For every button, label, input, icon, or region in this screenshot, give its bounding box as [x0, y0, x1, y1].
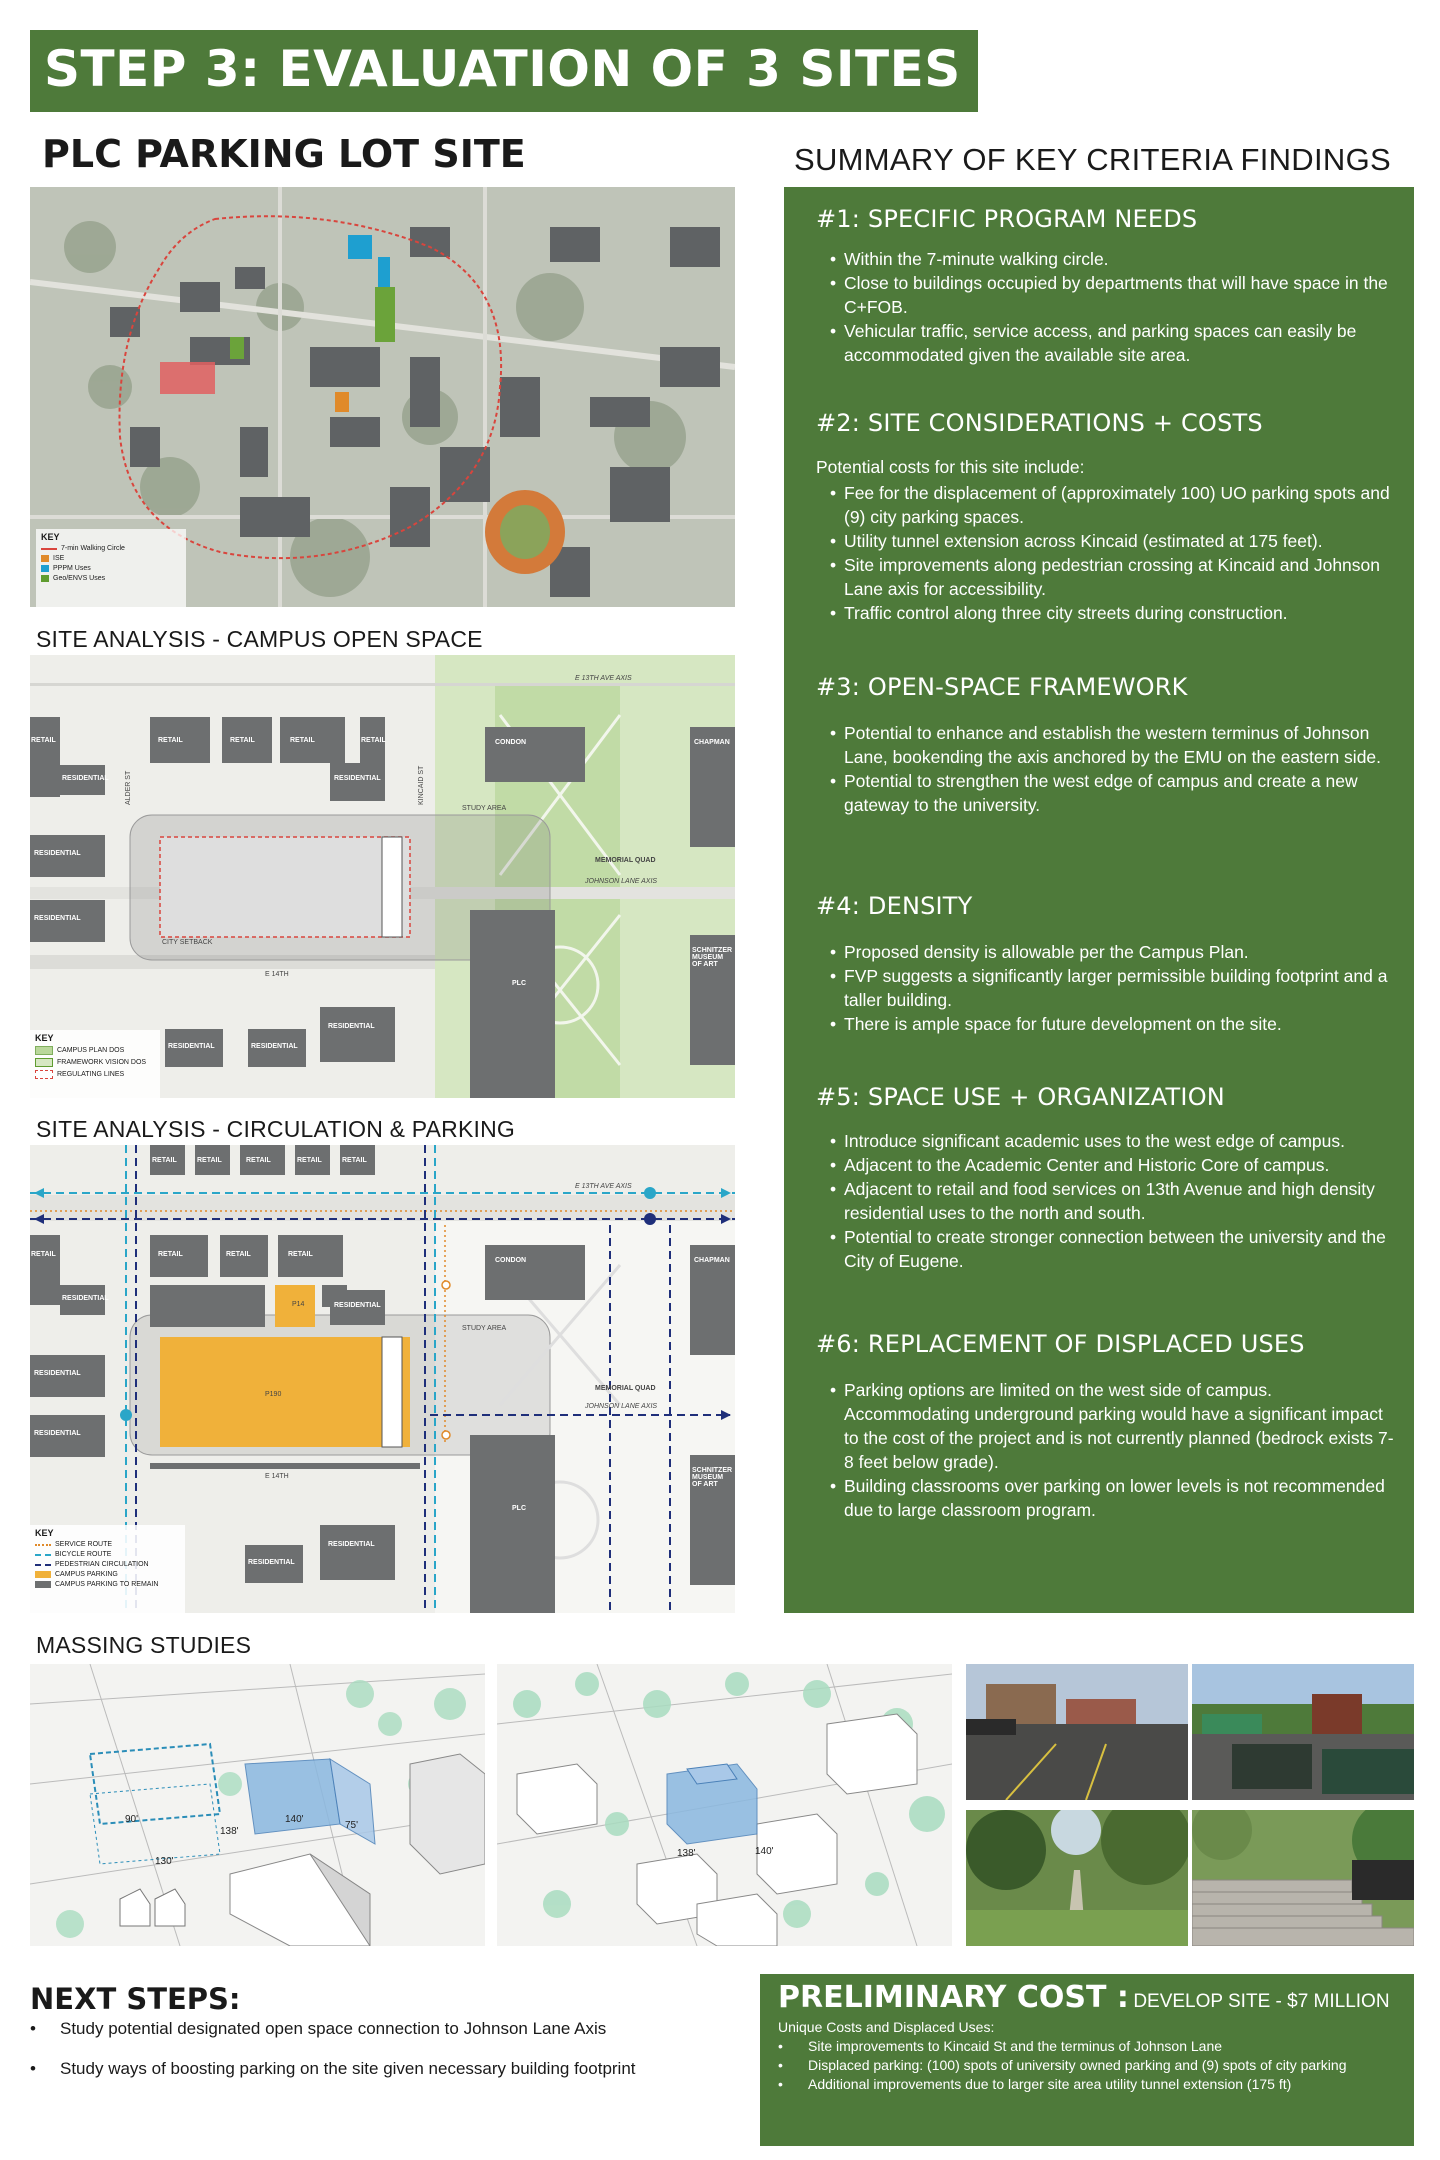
- key-swatch: [41, 555, 49, 562]
- retail-building: RETAIL: [295, 1145, 330, 1175]
- key-label: PEDESTRIAN CIRCULATION: [55, 1561, 149, 1568]
- residential-building: RESIDENTIAL: [30, 1355, 105, 1397]
- residential-building: RESIDENTIAL: [30, 1415, 105, 1457]
- retail-building: RETAIL: [280, 717, 345, 763]
- key-label: CAMPUS PLAN DOS: [57, 1047, 125, 1054]
- key-label: FRAMEWORK VISION DOS: [57, 1059, 147, 1066]
- johnson-lane-label: JOHNSON LANE AXIS: [585, 878, 658, 885]
- finding-heading: #5: SPACE USE + ORGANIZATION: [816, 1083, 1225, 1111]
- key-item: [35, 1541, 180, 1548]
- finding-bullet: • Close to buildings occupied by departments that will have space in the C+FOB.: [830, 271, 1396, 319]
- memorial-quad-label: MEMORIAL QUAD: [595, 1385, 656, 1392]
- finding-bullet: • Adjacent to retail and food services on 13th Avenue and high density residential uses to the north and south.: [830, 1177, 1396, 1225]
- residential-building: RESIDENTIAL: [320, 1525, 395, 1580]
- summary-panel: [784, 187, 1414, 1613]
- residential-building: RESIDENTIAL: [60, 765, 105, 795]
- residential-building: RESIDENTIAL: [30, 835, 105, 877]
- residential-building: RESIDENTIAL: [330, 763, 385, 801]
- key-swatch: [41, 565, 49, 572]
- key-item: [35, 1561, 180, 1568]
- key-swatch: [35, 1581, 51, 1588]
- photo-graphic: [966, 1810, 1188, 1946]
- finding-bullet: • Potential to enhance and establish the western terminus of Johnson Lane, bookending the axis anchored by the EMU on the eastern side.: [830, 721, 1396, 769]
- key-item: [35, 1571, 180, 1578]
- massing-1-graphic: [30, 1664, 485, 1946]
- key-swatch: [41, 548, 57, 550]
- key-label: PPPM Uses: [53, 565, 91, 572]
- plc-building: PLC: [470, 1435, 555, 1613]
- condon-building: CONDON: [485, 727, 585, 782]
- key-swatch: [35, 1544, 51, 1546]
- key-label: Geo/ENVS Uses: [53, 575, 106, 582]
- cost-item: • Displaced parking: (100) spots of university owned parking and (9) spots of city parking: [778, 2056, 1398, 2074]
- finding-bullet: • There is ample space for future development on the site.: [830, 1012, 1396, 1036]
- key-swatch: [35, 1058, 53, 1067]
- retail-building: RETAIL: [340, 1145, 375, 1175]
- residential-building: RESIDENTIAL: [248, 1029, 306, 1067]
- cost-subtitle: DEVELOP SITE - $7 MILLION: [1133, 1991, 1390, 2012]
- cost-item: • Additional improvements due to larger site area utility tunnel extension (175 ft): [778, 2075, 1398, 2093]
- setback-label: CITY SETBACK: [162, 939, 213, 946]
- finding-2: [816, 409, 1396, 625]
- e14-label: E 14TH: [265, 971, 289, 978]
- retail-building: RETAIL: [150, 1145, 185, 1175]
- key-item: [35, 1046, 155, 1055]
- condon-building: CONDON: [485, 1245, 585, 1300]
- kincaid-label: KINCAID ST: [418, 765, 425, 805]
- circulation-key: [30, 1525, 185, 1613]
- site-photo-steps: [1192, 1810, 1414, 1946]
- e13-label: E 13TH AVE AXIS: [575, 1183, 632, 1190]
- key-label: ISE: [53, 555, 65, 562]
- chapman-building: CHAPMAN: [690, 727, 735, 847]
- key-item: [41, 555, 181, 562]
- cost-heading: [778, 1980, 1390, 2015]
- study-area-label: STUDY AREA: [462, 805, 507, 812]
- alder-label: ALDER ST: [125, 770, 132, 805]
- study-area-label: STUDY AREA: [462, 1325, 507, 1332]
- next-step-item: • Study potential designated open space connection to Johnson Lane Axis: [30, 2018, 730, 2040]
- key-item: [35, 1551, 180, 1558]
- key-swatch: [41, 575, 49, 582]
- key-title: KEY: [35, 1033, 54, 1043]
- key-title: KEY: [41, 532, 60, 542]
- plc-building: PLC: [470, 910, 555, 1098]
- cost-intro: Unique Costs and Displaced Uses:: [778, 2019, 995, 2035]
- photo-graphic: [966, 1664, 1188, 1800]
- dimension-label: 130': [155, 1856, 174, 1867]
- retail-building: RETAIL: [278, 1235, 343, 1277]
- retail-building: RETAIL: [30, 717, 60, 797]
- site-title: PLC PARKING LOT SITE: [42, 132, 526, 176]
- aerial-map-key: [36, 529, 186, 607]
- key-item: [41, 575, 181, 582]
- open-space-key: [30, 1030, 160, 1098]
- key-item: [35, 1058, 155, 1067]
- dimension-label: 75': [345, 1820, 359, 1831]
- finding-bullet: • FVP suggests a significantly larger permissible building footprint and a taller building.: [830, 964, 1396, 1012]
- residential-building: RESIDENTIAL: [320, 1007, 395, 1062]
- dimension-label: 138': [677, 1848, 696, 1859]
- finding-bullet: • Fee for the displacement of (approximately 100) UO parking spots and (9) city parking spaces.: [830, 481, 1396, 529]
- johnson-lane-label: JOHNSON LANE AXIS: [585, 1403, 658, 1410]
- retail-building: RETAIL: [240, 1145, 285, 1175]
- key-item: [35, 1581, 180, 1588]
- finding-1: [816, 205, 1396, 367]
- finding-bullet: • Within the 7-minute walking circle.: [830, 247, 1396, 271]
- site-photo-path: [966, 1810, 1188, 1946]
- finding-bullet: • Potential to create stronger connection between the university and the City of Eugene.: [830, 1225, 1396, 1273]
- finding-bullet: • Traffic control along three city streets during construction.: [830, 601, 1396, 625]
- next-step-item: • Study ways of boosting parking on the site given necessary building footprint: [30, 2058, 730, 2080]
- cost-items: [778, 2037, 1398, 2094]
- finding-bullet: • Site improvements along pedestrian crossing at Kincaid and Johnson Lane axis for accessibility.: [830, 553, 1396, 601]
- page-title: STEP 3: EVALUATION OF 3 SITES: [44, 40, 961, 98]
- p14-label: P14: [292, 1301, 305, 1308]
- circulation-plan: [30, 1145, 735, 1613]
- key-label: 7-min Walking Circle: [61, 545, 125, 552]
- finding-bullet: • Introduce significant academic uses to the west edge of campus.: [830, 1129, 1396, 1153]
- key-swatch: [35, 1046, 53, 1055]
- p190-label: P190: [265, 1391, 282, 1398]
- finding-bullet: • Vehicular traffic, service access, and parking spaces can easily be accommodated given the available site area.: [830, 319, 1396, 367]
- next-steps-title: NEXT STEPS:: [30, 1982, 241, 2016]
- retail-building: RETAIL: [360, 717, 385, 763]
- site-photo-street: [1192, 1664, 1414, 1800]
- key-label: CAMPUS PARKING TO REMAIN: [55, 1581, 159, 1588]
- finding-bullets: [816, 940, 1396, 1036]
- open-space-title: SITE ANALYSIS - CAMPUS OPEN SPACE: [36, 626, 483, 652]
- chapman-building: CHAPMAN: [690, 1245, 735, 1355]
- key-label: BICYCLE ROUTE: [55, 1551, 112, 1558]
- finding-bullet: • Parking options are limited on the west side of campus. Accommodating underground parking would have a significant impact to the cost of the project and is not currently planned (bedrock exists 7-8 feet below grade).: [830, 1378, 1396, 1474]
- key-swatch: [35, 1571, 51, 1578]
- dimension-label: 140': [285, 1814, 304, 1825]
- e13-label: E 13TH AVE AXIS: [575, 675, 632, 682]
- massing-2-graphic: [497, 1664, 952, 1946]
- residential-building: RESIDENTIAL: [30, 900, 105, 942]
- retail-building: RETAIL: [30, 1235, 60, 1305]
- key-label: REGULATING LINES: [57, 1071, 125, 1078]
- retail-building: RETAIL: [220, 1235, 268, 1277]
- residential-building: RESIDENTIAL: [60, 1285, 105, 1315]
- finding-heading: #4: DENSITY: [816, 892, 973, 920]
- finding-4: [816, 892, 1396, 1036]
- aerial-site-map: [30, 187, 735, 607]
- finding-bullets: [816, 1129, 1396, 1273]
- massing-study-2: [497, 1664, 952, 1946]
- finding-bullet: • Building classrooms over parking on lower levels is not recommended due to large classroom program.: [830, 1474, 1396, 1522]
- dimension-label: 138': [220, 1826, 239, 1837]
- circulation-title: SITE ANALYSIS - CIRCULATION & PARKING: [36, 1116, 516, 1142]
- finding-bullet: • Utility tunnel extension across Kincaid (estimated at 175 feet).: [830, 529, 1396, 553]
- finding-bullet: • Proposed density is allowable per the Campus Plan.: [830, 940, 1396, 964]
- finding-heading: #6: REPLACEMENT OF DISPLACED USES: [816, 1330, 1305, 1358]
- retail-building: RETAIL: [195, 1145, 230, 1175]
- finding-6: [816, 1330, 1396, 1522]
- key-swatch: [35, 1070, 53, 1079]
- finding-3: [816, 673, 1396, 817]
- cost-title: PRELIMINARY COST :: [778, 1980, 1129, 2015]
- finding-heading: #3: OPEN-SPACE FRAMEWORK: [816, 673, 1188, 701]
- site-photo-parking-lot: [966, 1664, 1188, 1800]
- finding-bullets: [816, 247, 1396, 367]
- key-item: [35, 1070, 155, 1079]
- massing-study-1: [30, 1664, 485, 1946]
- finding-bullets: [816, 481, 1396, 625]
- finding-5: [816, 1083, 1396, 1273]
- key-label: CAMPUS PARKING: [55, 1571, 118, 1578]
- finding-bullet: • Potential to strengthen the west edge of campus and create a new gateway to the university.: [830, 769, 1396, 817]
- key-label: SERVICE ROUTE: [55, 1541, 113, 1548]
- massing-title: MASSING STUDIES: [36, 1632, 252, 1658]
- retail-building: RETAIL: [222, 717, 272, 763]
- e14-label: E 14TH: [265, 1473, 289, 1480]
- schnitzer-building: SCHNITZER MUSEUM OF ART: [690, 935, 735, 1065]
- key-item: [41, 565, 181, 572]
- finding-bullet: • Adjacent to the Academic Center and Historic Core of campus.: [830, 1153, 1396, 1177]
- key-swatch: [35, 1564, 51, 1566]
- open-space-plan: [30, 655, 735, 1098]
- key-title: KEY: [35, 1528, 54, 1538]
- residential-building: RESIDENTIAL: [330, 1290, 385, 1325]
- header-banner: [30, 30, 978, 112]
- finding-intro: Potential costs for this site include:: [816, 457, 1085, 477]
- residential-building: RESIDENTIAL: [245, 1545, 303, 1583]
- schnitzer-building: SCHNITZER MUSEUM OF ART: [690, 1455, 735, 1585]
- cost-item: • Site improvements to Kincaid St and the terminus of Johnson Lane: [778, 2037, 1398, 2055]
- dimension-label: 140': [755, 1846, 774, 1857]
- preliminary-cost-panel: [760, 1974, 1414, 2146]
- photo-graphic: [1192, 1664, 1414, 1800]
- memorial-quad-label: MEMORIAL QUAD: [595, 857, 656, 864]
- finding-heading: #1: SPECIFIC PROGRAM NEEDS: [816, 205, 1198, 233]
- dimension-label: 90': [125, 1814, 139, 1825]
- retail-building: RETAIL: [150, 717, 210, 763]
- finding-bullets: [816, 721, 1396, 817]
- key-swatch: [35, 1554, 51, 1556]
- key-item: [41, 545, 181, 552]
- photo-graphic: [1192, 1810, 1414, 1946]
- residential-building: RESIDENTIAL: [165, 1029, 223, 1067]
- finding-heading: #2: SITE CONSIDERATIONS + COSTS: [816, 409, 1263, 437]
- finding-bullets: [816, 1378, 1396, 1522]
- next-steps-list: [30, 2018, 730, 2098]
- retail-building: RETAIL: [150, 1235, 208, 1277]
- summary-title: SUMMARY OF KEY CRITERIA FINDINGS: [794, 142, 1391, 177]
